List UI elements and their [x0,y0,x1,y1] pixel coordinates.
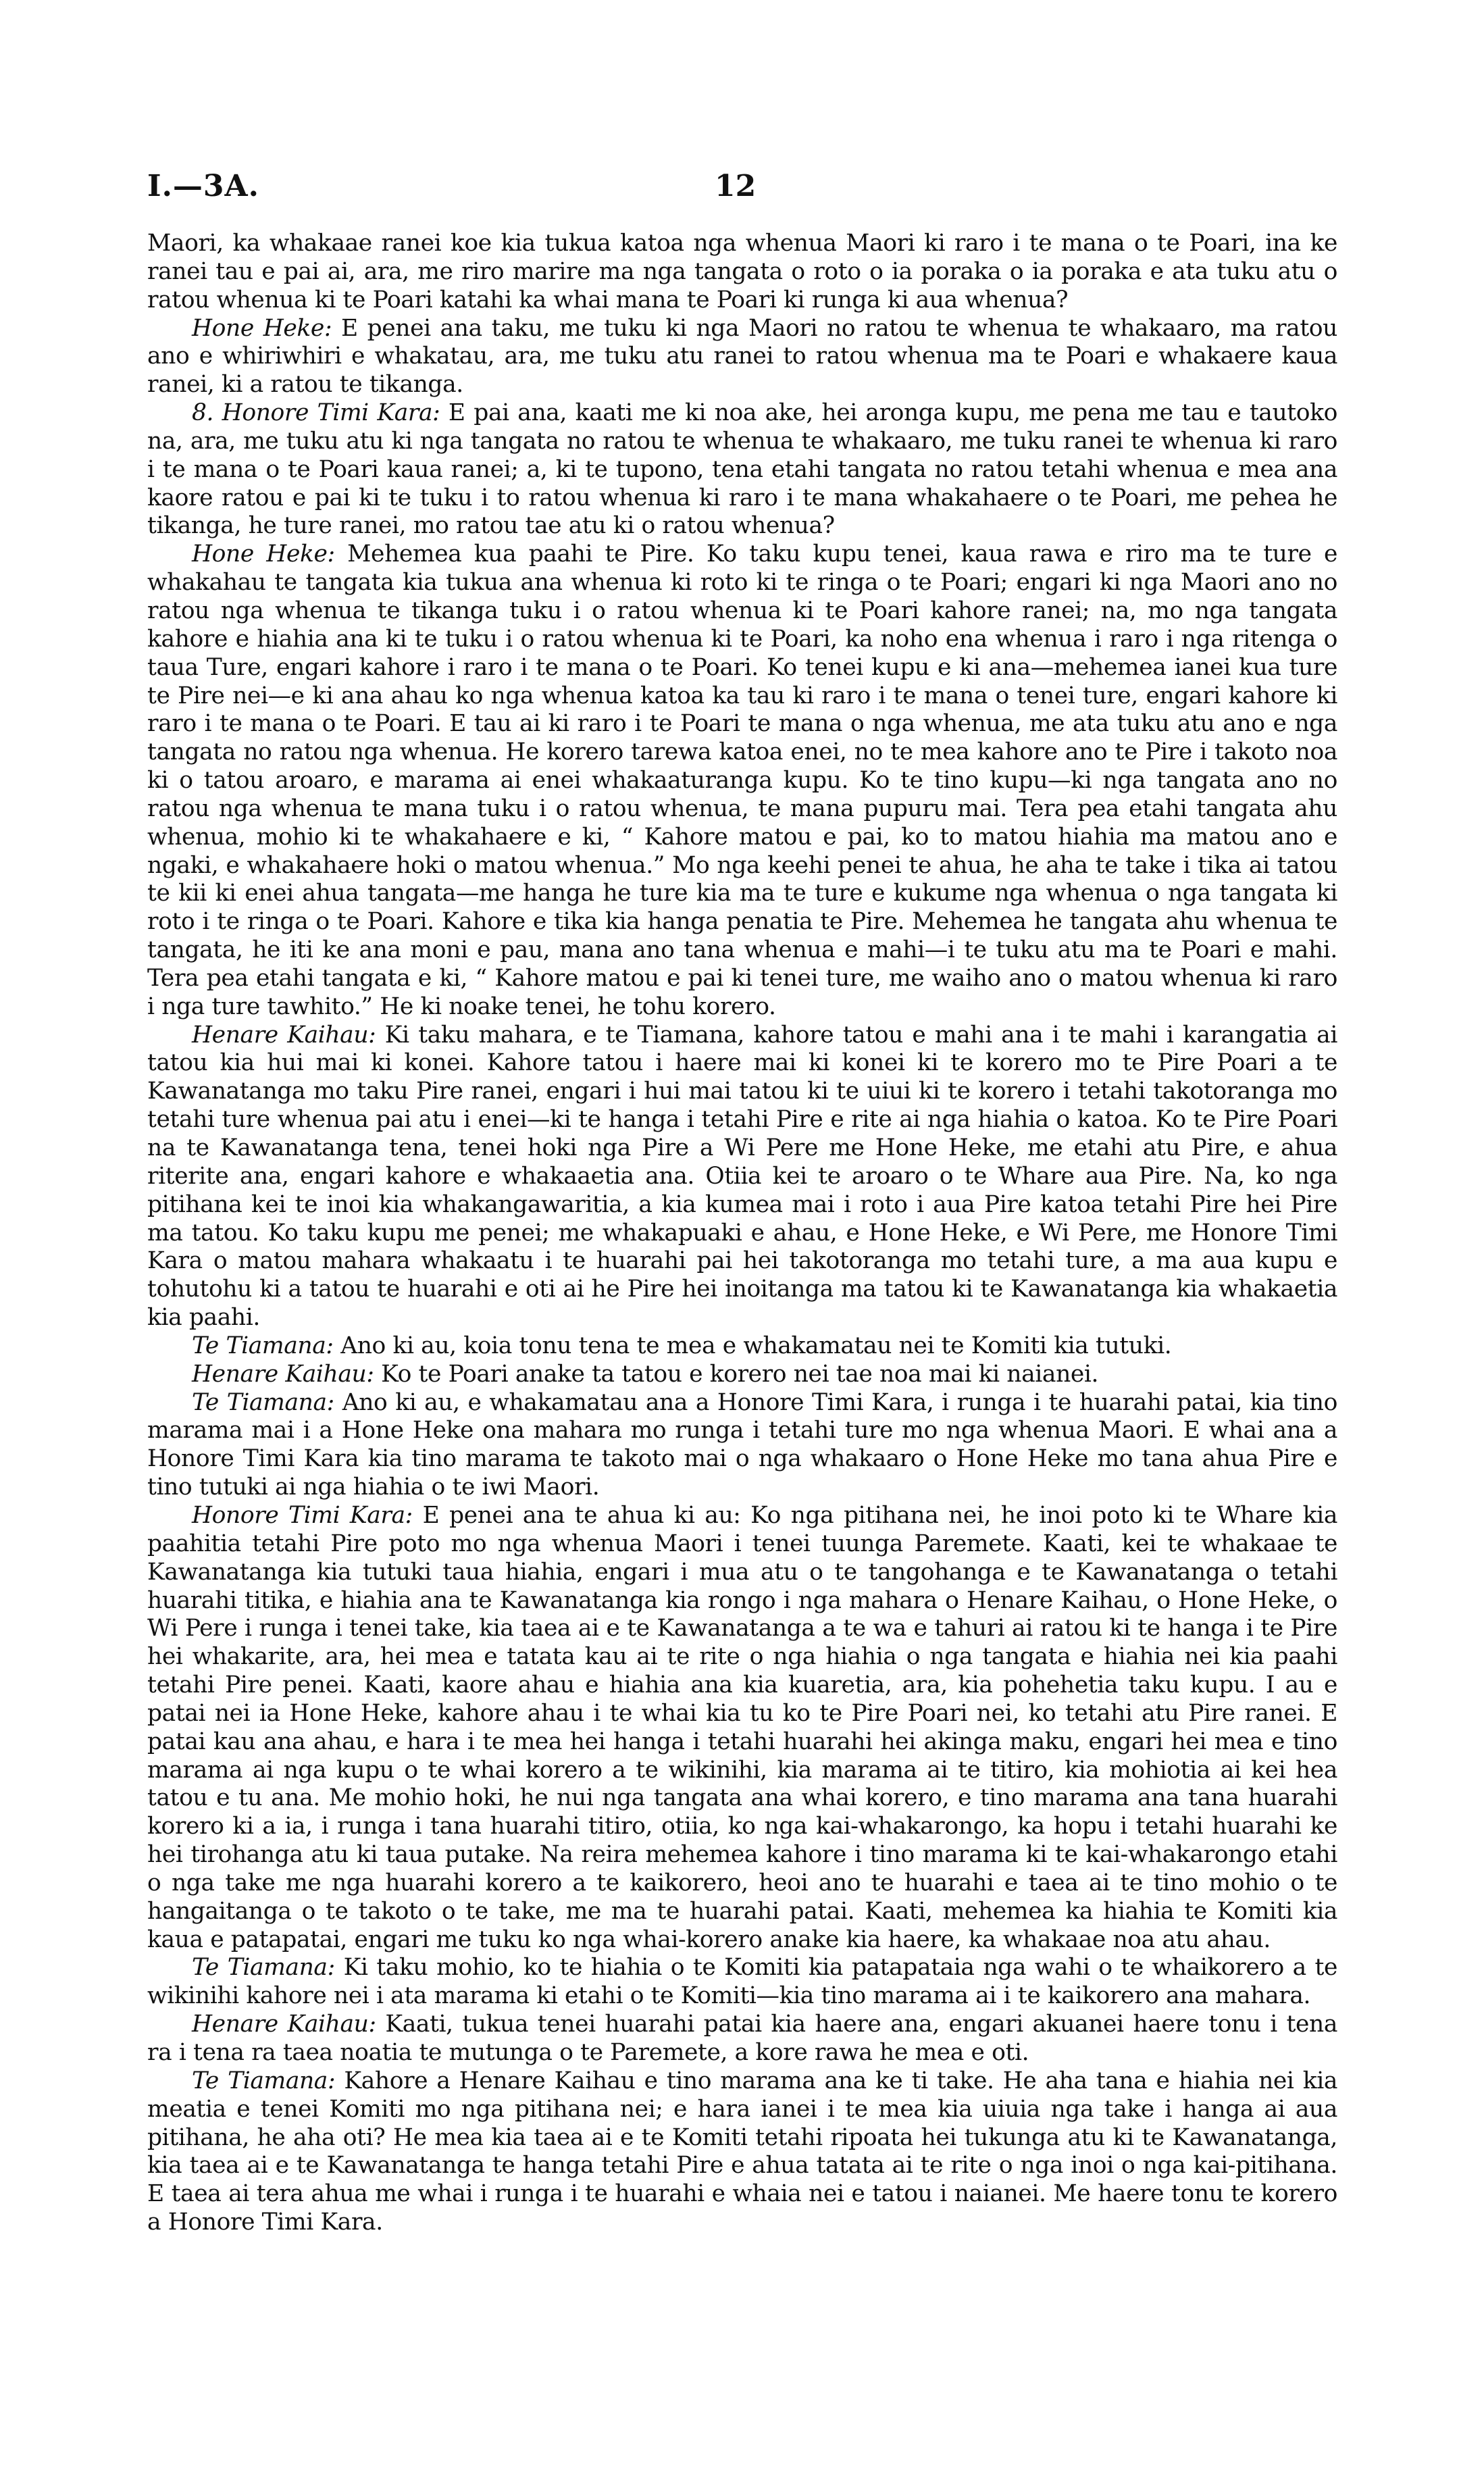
paragraph [147,1332,1337,1361]
paragraph-text: Kahore a Henare Kaihau e tino marama ana ke ti take. He aha tana e hiahia nei kia meatia e tenei Komiti mo nga pitihana nei; e hara ianei i te mea kia uiuia nga take i hanga ai aua pitihana, he aha oti? He mea kia taea ai e te Komiti tetahi ripoata hei tukunga atu ki te Kawanatanga, kia taea ai e te Kawanatanga te hanga tetahi Pire e ahua tatata ai te rite o nga inoi o nga kai-pitihana. E taea ai tera ahua me whai i runga i te huarahi e whaia nei e tatou i naianei. Me haere tonu te korero a Honore Timi Kara. [147,2067,1337,2236]
paragraph-text: Ano ki au, e whakamatau ana a Honore Timi Kara, i runga i te huarahi patai, kia tino marama mai i a Hone Heke ona mahara mo runga i tetahi ture mo nga whenua Maori. E whai ana a Honore Timi Kara kia tino marama te takoto mai o nga whakaaro o Hone Heke mo tana ahua Pire e tino tutuki ai nga hiahia o te iwi Maori. [147,1388,1337,1501]
paragraph [147,1389,1337,1502]
speaker-name: 8. Honore Timi Kara: [192,399,440,427]
paragraph-text: Maori, ka whakaae ranei koe kia tukua katoa nga whenua Maori ki raro i te mana o te Poari, ina ke ranei tau e pai ai, ara, me riro marire ma nga tangata o roto o ia poraka o ia poraka e ata tuku atu o ratou whenua ki te Poari katahi ka whai mana te Poari ki runga ki aua whenua? [147,230,1337,313]
speaker-name: Te Tiamana: [192,1388,334,1416]
page-number: 12 [715,169,757,203]
paragraph-text: Mehemea kua paahi te Pire. Ko taku kupu tenei, kaua rawa e riro ma te ture e whakahau te tangata kia tukua ana whenua ki roto ki te ringa o te Poari; engari ki nga Maori ano no ratou nga whenua te tikanga tuku i o ratou whenua ki te Poari kahore ranei; na, mo nga tangata kahore e hiahia ana ki te tuku i o ratou whenua ki te Poari, ka noho ena whenua i raro i nga ritenga o taua Ture, engari kahore i raro i te mana o te Poari. Ko tenei kupu e ki ana—mehemea ianei kua ture te Pire nei—e ki ana ahau ko nga whenua katoa ka tau ki raro i te mana o tenei ture, engari kahore ki raro i te mana o te Poari. E tau ai ki raro i te Poari te mana o nga whenua, me ata tuku atu ano e nga tangata no ratou nga whenua. He korero tarewa katoa enei, no te mea kahore ano te Pire i takoto noa ki o tatou aroaro, e marama ai enei whakaaturanga kupu. Ko te tino kupu—ki nga tangata ano no ratou nga whenua te mana tuku i o ratou whenua, te mana pupuru mai. Tera pea etahi tangata ahu whenua, mohio ki te whakahaere e ki, “ Kahore matou e pai, ko to matou hiahia ma matou ano e ngaki, e whakahaere hoki o matou whenua.” Mo nga keehi penei te ahua, he aha te take i tika ai tatou te kii ki enei ahua tangata—me hanga he ture kia ma te ture e kukume nga whenua o nga tangata ki roto i te ringa o te Poari. Kahore e tika kia hanga penatia te Pire. Mehemea he tangata ahu whenua te tangata, he iti ke ana moni e pau, mana ano tana whenua e mahi—i te tuku atu ma te Poari e mahi. Tera pea etahi tangata e ki, “ Kahore matou e pai ki tenei ture, me waiho ano o matou whenua ki raro i nga ture tawhito.” He ki noake tenei, he tohu korero. [147,540,1337,1020]
document-reference: I.—3A. [147,169,259,203]
paragraph [147,1502,1337,1955]
paragraph [147,1954,1337,2011]
speaker-name: Te Tiamana: [192,1954,335,1982]
paragraph [147,1361,1337,1389]
speaker-name: Honore Timi Kara: [192,1501,413,1529]
body-text [147,230,1337,2237]
paragraph [147,399,1337,540]
paragraph-text: Ano ki au, koia tonu tena te mea e whakamatau nei te Komiti kia tutuki. [340,1332,1172,1359]
speaker-name: Henare Kaihau: [192,1021,376,1049]
paragraph [147,315,1337,400]
paragraph-text: Kaati, tukua tenei huarahi patai kia haere ana, engari akuanei haere tonu i tena ra i tena ra taea noatia te mutunga o te Paremete, a kore rawa he mea e oti. [147,2011,1337,2066]
speaker-name: Hone Heke: [192,540,335,568]
speaker-name: Te Tiamana: [192,1332,334,1359]
paragraph-text: Ki taku mahara, e te Tiamana, kahore tatou e mahi ana i te mahi i karangatia ai tatou kia hui mai ki konei. Kahore tatou i haere mai ki konei ki te korero mo te Pire Poari a te Kawanatanga mo taku Pire ranei, engari i hui mai tatou ki te uiui ki te korero i tetahi takotoranga mo tetahi ture whenua pai atu i enei—ki te hanga i tetahi Pire e rite ai nga hiahia o katoa. Ko te Pire Poari na te Kawanatanga tena, tenei hoki nga Pire a Wi Pere me Hone Heke, me etahi atu Pire, e ahua riterite ana, engari kahore e whakaaetia ana. Otiia kei te aroaro o te Whare aua Pire. Na, ko nga pitihana kei te inoi kia whakangawaritia, a kia kumea mai i roto i aua Pire katoa tetahi Pire hei Pire ma tatou. Ko taku kupu me penei; me whakapuaki e ahau, e Hone Heke, e Wi Pere, me Honore Timi Kara o matou mahara whakaatu i te huarahi pai hei takotoranga mo tetahi ture, a ma aua kupu e tohutohu ki a tatou te huarahi e oti ai he Pire hei inoitanga ma tatou ki te Kawanatanga kia whakaetia kia paahi. [147,1021,1337,1332]
speaker-name: Henare Kaihau: [192,1360,374,1388]
speaker-name: Hone Heke: [192,314,332,342]
paragraph [147,540,1337,1021]
paragraph [147,230,1337,315]
paragraph-text: E pai ana, kaati me ki noa ake, hei aronga kupu, me pena me tau e tautoko na, ara, me tuku atu ki nga tangata no ratou te whenua te whakaaro, me tuku ranei te whenua ki raro i te mana o te Poari kaua ranei; a, ki te tupono, tena etahi tangata no ratou tetahi whenua e mea ana kaore ratou e pai ki te tuku i to ratou whenua ki raro i te mana whakahaere o te Poari, me pehea he tikanga, he ture ranei, mo ratou tae atu ki o ratou whenua? [147,399,1337,540]
paragraph-text: Ko te Poari anake ta tatou e korero nei tae noa mai ki naianei. [381,1360,1099,1388]
paragraph-text: Ki taku mohio, ko te hiahia o te Komiti kia patapataia nga wahi o te whaikorero a te wikinihi kahore nei i ata marama ki etahi o te Komiti—kia tino marama ai i te kaikorero ana mahara. [147,1954,1338,2010]
speaker-name: Henare Kaihau: [192,2011,376,2038]
page-header [147,162,1336,216]
paragraph [147,2011,1337,2067]
paragraph [147,1022,1337,1332]
paragraph [147,2067,1337,2237]
paragraph-text: E penei ana taku, me tuku ki nga Maori no ratou te whenua te whakaaro, ma ratou ano e whiriwhiri e whakatau, ara, me tuku atu ranei to ratou whenua ma te Poari e whakaere kaua ranei, ki a ratou te tikanga. [147,314,1337,399]
paragraph-text: E penei ana te ahua ki au: Ko nga pitihana nei, he inoi poto ki te Whare kia paahitia tetahi Pire poto mo nga whenua Maori i tenei tuunga Paremete. Kaati, kei te whakaae te Kawanatanga kia tutuki taua hiahia, engari i mua atu o te tangohanga e te Kawanatanga o tetahi huarahi titika, e hiahia ana te Kawanatanga kia rongo i nga mahara o Henare Kaihau, o Hone Heke, o Wi Pere i runga i tenei take, kia taea ai e te Kawanatanga a te wa e tahuri ai ratou ki te hanga i te Pire hei whakarite, ara, hei mea e tatata kau ai te rite o nga hiahia o nga tangata e hiahia nei kia paahi tetahi Pire penei. Kaati, kaore ahau e hiahia ana kia kuaretia, ara, kia pohehetia taku kupu. I au e patai nei ia Hone Heke, kahore ahau i te whai kia tu ko te Pire Poari nei, ko tetahi atu Pire ranei. E patai kau ana ahau, e hara i te mea hei hanga i tetahi huarahi hei akinga maku, engari hei mea e tino marama ai nga kupu o te whai korero a te wikinihi, kia marama ai te titiro, kia mohiotia ai kei hea tatou e tu ana. Me mohio hoki, he nui nga tangata ana whai korero, e tino marama ana tana huarahi korero ki a ia, i runga i tana huarahi titiro, otiia, ko nga kai-whakarongo, ka hopu i tetahi huarahi ke hei tirohanga atu ki taua putake. Na reira mehemea kahore i tino marama ki te kai-whakarongo etahi o nga take me nga huarahi korero a te kaikorero, heoi ano te huarahi e taea ai te tino mohio o te hangaitanga o te takoto o te take, me ma te huarahi patai. Kaati, mehemea ka hiahia te Komiti kia kaua e patapatai, engari me tuku ko nga whai-korero anake kia haere, ka whakaae noa atu ahau. [147,1501,1337,1953]
speaker-name: Te Tiamana: [192,2067,336,2094]
